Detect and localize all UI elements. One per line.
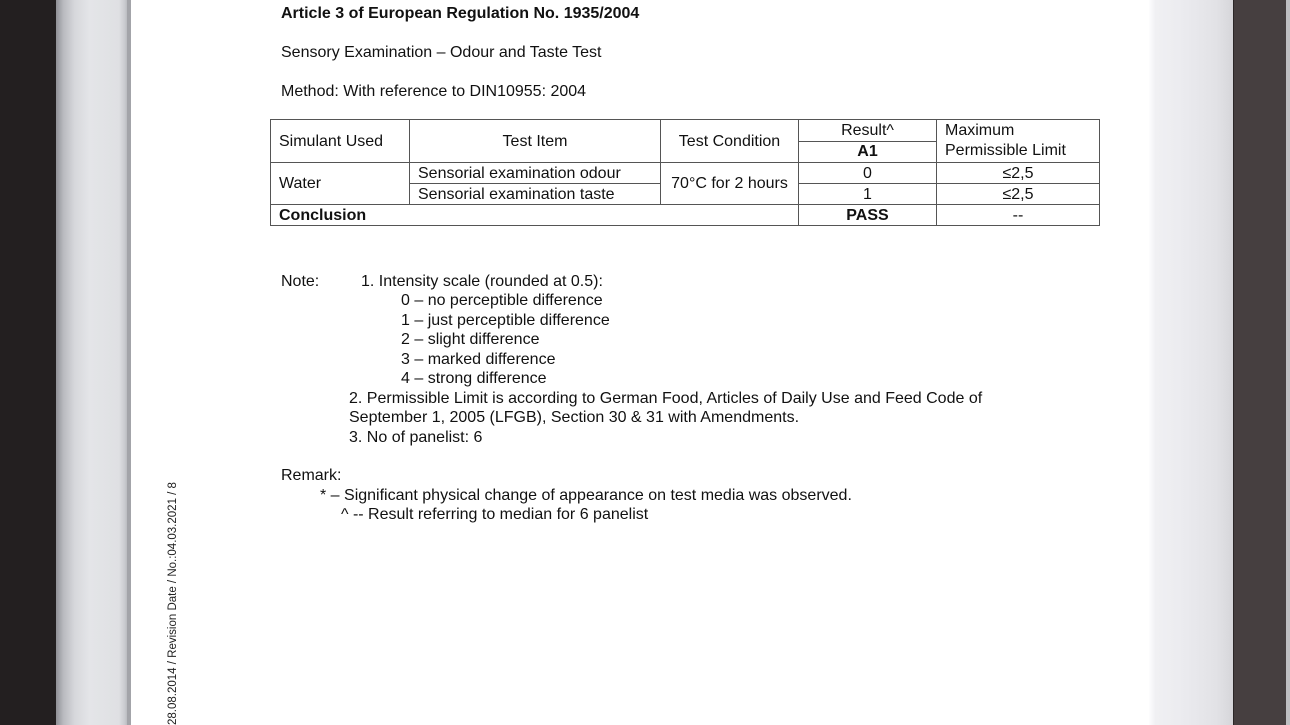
header-result-a1: A1	[799, 141, 937, 163]
page-shadow-left	[56, 0, 130, 725]
viewer-frame-left	[0, 0, 56, 725]
document-subheading: Sensory Examination – Odour and Taste Test	[281, 44, 602, 61]
scale-item: 0 – no perceptible difference	[401, 292, 603, 309]
cell-test-item: Sensorial examination odour	[410, 163, 661, 184]
header-limit: Maximum Permissible Limit	[937, 120, 1100, 163]
header-simulant: Simulant Used	[271, 120, 410, 163]
remark-label: Remark:	[281, 467, 342, 484]
cell-limit: ≤2,5	[937, 163, 1100, 184]
results-table	[270, 119, 1100, 226]
table-row	[271, 163, 1100, 184]
cell-test-condition: 70°C for 2 hours	[661, 163, 799, 205]
cell-limit: ≤2,5	[937, 184, 1100, 205]
note-item-1: 1. Intensity scale (rounded at 0.5):	[361, 273, 603, 290]
note-item-2: 2. Permissible Limit is according to German Food, Articles of Daily Use and Feed Code of	[349, 390, 983, 407]
scale-item: 2 – slight difference	[401, 331, 540, 348]
scale-item: 1 – just perceptible difference	[401, 312, 610, 329]
header-test-condition: Test Condition	[661, 120, 799, 163]
header-result: Result^	[799, 120, 937, 142]
note-item-3: 3. No of panelist: 6	[349, 429, 483, 446]
conclusion-result: PASS	[799, 205, 937, 226]
note-label: Note:	[281, 273, 320, 290]
cell-result: 0	[799, 163, 937, 184]
remark-line-2: ^ -- Result referring to median for 6 panelist	[341, 506, 649, 523]
cell-simulant: Water	[271, 163, 410, 205]
method-text: Method: With reference to DIN10955: 2004	[281, 83, 587, 100]
cell-test-item: Sensorial examination taste	[410, 184, 661, 205]
document-page	[131, 0, 1149, 725]
scrollbar-track[interactable]	[1286, 0, 1290, 725]
remark-line-1: * – Significant physical change of appearance on test media was observed.	[320, 487, 852, 504]
revision-side-text: 28.08.2014 / Revision Date / No.:04.03.2021 / 8	[167, 482, 179, 725]
scale-item: 4 – strong difference	[401, 370, 547, 387]
scale-item: 3 – marked difference	[401, 351, 556, 368]
viewer-frame-right	[1233, 0, 1290, 725]
header-test-item: Test Item	[410, 120, 661, 163]
cell-result: 1	[799, 184, 937, 205]
document-heading: Article 3 of European Regulation No. 1935/2004	[281, 5, 640, 22]
note-item-2-cont: September 1, 2005 (LFGB), Section 30 & 31 with Amendments.	[349, 409, 800, 426]
conclusion-label: Conclusion	[271, 205, 799, 226]
page-shadow-right	[1149, 0, 1233, 725]
table-header-row	[271, 120, 1100, 142]
conclusion-row	[271, 205, 1100, 226]
conclusion-limit: --	[937, 205, 1100, 226]
